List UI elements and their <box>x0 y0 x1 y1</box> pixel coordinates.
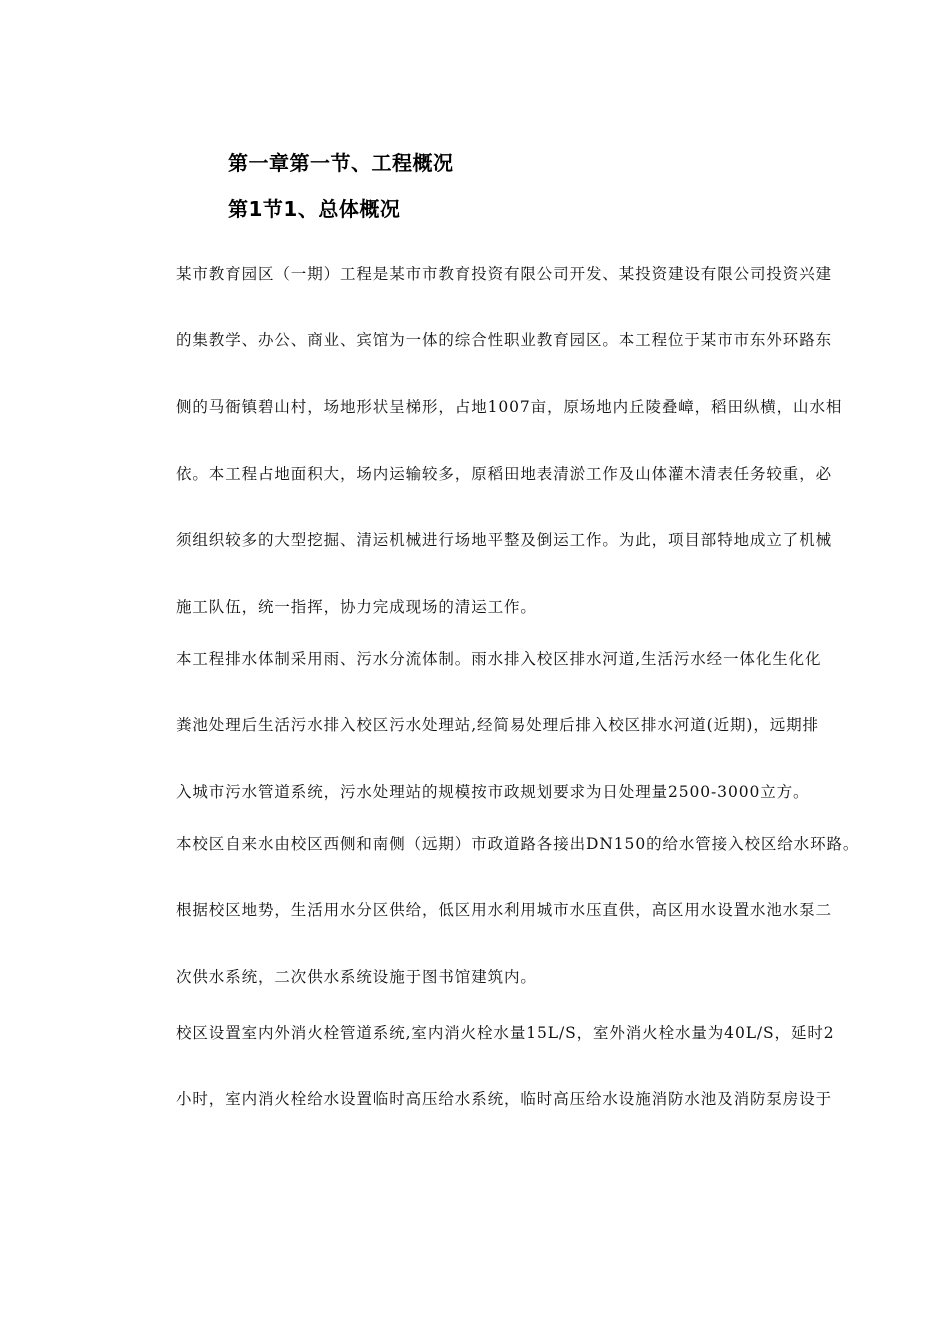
paragraph-line: 侧的马衙镇碧山村，场地形状呈梯形，占地1007亩，原场地内丘陵叠嶂，稻田纵横，山水相 <box>176 398 843 416</box>
paragraph-line: 依。本工程占地面积大，场内运输较多，原稻田地表清淤工作及山体灌木清表任务较重，必 <box>176 465 833 483</box>
paragraph-line: 本工程排水体制采用雨、污水分流体制。雨水排入校区排水河道,生活污水经一体化生化化 <box>176 650 822 668</box>
paragraph-line: 本校区自来水由校区西侧和南侧（远期）市政道路各接出DN150的给水管接入校区给水环路。 <box>176 835 860 853</box>
paragraph-line: 的集教学、办公、商业、宾馆为一体的综合性职业教育园区。本工程位于某市市东外环路东 <box>176 331 833 349</box>
chapter-heading: 第一章第一节、工程概况 <box>228 151 454 175</box>
paragraph-line: 次供水系统，二次供水系统设施于图书馆建筑内。 <box>176 968 537 986</box>
paragraph-line: 校区设置室内外消火栓管道系统,室内消火栓水量15L/S，室外消火栓水量为40L/S，延时2 <box>176 1024 835 1042</box>
paragraph-line: 施工队伍，统一指挥，协力完成现场的清运工作。 <box>176 598 537 616</box>
paragraph-line: 须组织较多的大型挖掘、清运机械进行场地平整及倒运工作。为此，项目部特地成立了机械 <box>176 531 833 549</box>
paragraph-line: 某市教育园区（一期）工程是某市市教育投资有限公司开发、某投资建设有限公司投资兴建 <box>176 265 833 283</box>
paragraph-line: 小时，室内消火栓给水设置临时高压给水系统，临时高压给水设施消防水池及消防泵房设于 <box>176 1090 833 1108</box>
section-heading: 第1节1、总体概况 <box>228 197 401 221</box>
paragraph-line: 粪池处理后生活污水排入校区污水处理站,经简易处理后排入校区排水河道(近期)，远期排 <box>176 716 819 734</box>
paragraph-line: 入城市污水管道系统，污水处理站的规模按市政规划要求为日处理量2500-3000立方。 <box>176 783 810 801</box>
paragraph-line: 根据校区地势，生活用水分区供给，低区用水利用城市水压直供，高区用水设置水池水泵二 <box>176 901 833 919</box>
